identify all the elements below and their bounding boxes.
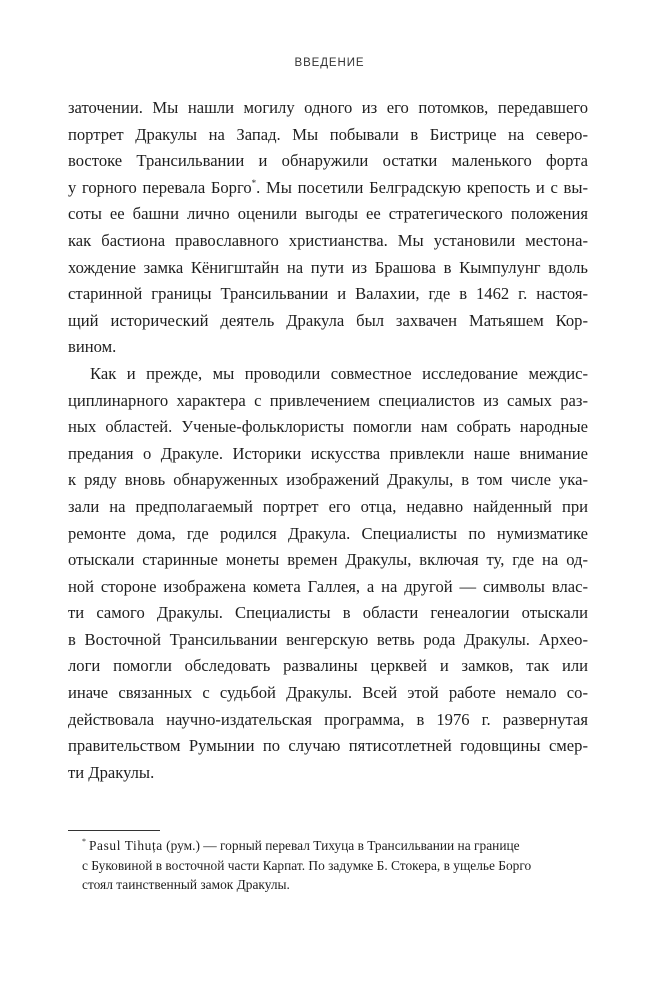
text-line: правительством Румынии по случаю пятисотлетней годовщины смер-	[68, 736, 588, 756]
text-line: портрет Дракулы на Запад. Мы побывали в Бистрице на северо-	[68, 124, 588, 144]
text-line: отыскали старинные монеты времен Дракулы, включая ту, где на од-	[68, 550, 588, 570]
text-line: логи помогли обследовать развалины церквей и замков, так или	[68, 656, 588, 676]
text-line: зали на предполагаемый портрет его отца, недавно найденный при	[68, 496, 588, 516]
footnote	[68, 836, 590, 895]
footnote-line: стоял таинственный замок Дракулы.	[82, 877, 290, 892]
text-line: в Восточной Трансильвании венгерскую ветвь рода Дракулы. Архео-	[68, 629, 588, 649]
running-title: ВВЕДЕНИЕ	[294, 57, 365, 69]
text-line: предания о Дракуле. Историки искусства привлекли наше внимание	[68, 443, 588, 463]
text-line: вином.	[68, 337, 117, 357]
text-line: к ряду вновь обнаруженных изображений Дракулы, в том числе ука-	[68, 470, 588, 490]
text-line: востоке Трансильвании и обнаружили остатки маленького форта	[68, 151, 588, 171]
footnote-divider	[68, 830, 160, 831]
text-line: циплинарного характера с привлечением специалистов из самых раз-	[68, 390, 588, 410]
text-line-with-footnote-ref	[68, 175, 588, 202]
text-line: хождение замка Кёнигштайн на пути из Брашова в Кымпулунг вдоль	[68, 257, 588, 277]
text-line: Как и прежде, мы проводили совместное исследование междис-	[90, 363, 588, 383]
text-line: иначе связанных с судьбой Дракулы. Всей этой работе немало со-	[68, 683, 588, 703]
footnote-ref: *	[251, 177, 257, 188]
footnote-mark: *	[82, 837, 86, 846]
paragraph-2	[68, 361, 588, 787]
text-line: ти Дракулы.	[68, 762, 155, 782]
body-text	[68, 95, 588, 786]
text-line: соты ее башни лично оценили выгоды ее стратегического положения	[68, 204, 588, 224]
footnote-line: с Буковиной в восточной части Карпат. По задумке Б. Стокера, в ущелье Борго	[82, 857, 532, 873]
text-fragment: . Мы посетили Белградскую крепость и с вы-	[256, 177, 588, 197]
text-line: заточении. Мы нашли могилу одного из его потомков, передавшего	[68, 98, 588, 117]
paragraph-1	[68, 95, 588, 361]
text-fragment: у горного перевала Борго	[68, 177, 252, 197]
footnote-line	[68, 836, 590, 856]
text-line: ти самого Дракулы. Специалисты в области генеалогии отыскали	[68, 603, 588, 623]
text-line: старинной границы Трансильвании и Валахии, где в 1462 г. настоя-	[68, 284, 588, 304]
text-line: щий исторический деятель Дракула был захвачен Матьяшем Кор-	[68, 310, 588, 330]
text-line: действовала научно-издательская программа, в 1976 г. развернутая	[68, 709, 588, 729]
text-line: ремонте дома, где родился Дракула. Специалисты по нумизматике	[68, 523, 588, 543]
text-line: ной стороне изображена комета Галлея, а на другой — символы влас-	[68, 576, 588, 596]
text-line: ных областей. Ученые-фольклористы помогли нам собрать народные	[68, 417, 588, 437]
footnote-text: (рум.) — горный перевал Тихуца в Трансильвании на границе	[162, 838, 520, 853]
footnote-term: Pasul Tihuța	[89, 838, 163, 853]
text-line: как бастиона православного христианства. Мы установили местона-	[68, 230, 588, 250]
